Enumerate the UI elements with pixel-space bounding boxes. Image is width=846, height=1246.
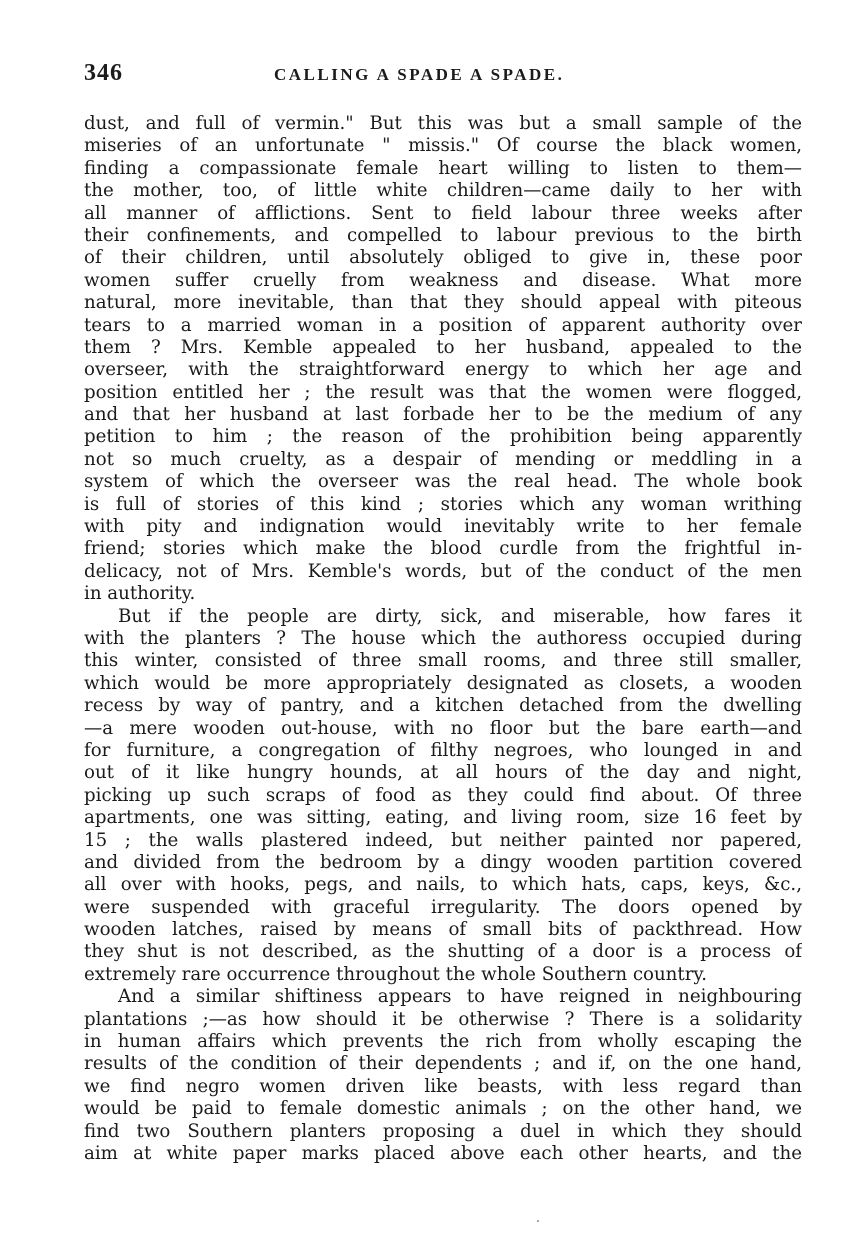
text-line: plantations ;—as how should it be otherwise ? There is a solidarity <box>84 1008 802 1030</box>
text-line: system of which the overseer was the real head. The whole book <box>84 471 802 493</box>
text-line: were suspended with graceful irregularity. The doors opened by <box>84 896 802 918</box>
text-line: we find negro women driven like beasts, with less regard than <box>84 1075 802 1097</box>
text-line: wooden latches, raised by means of small bits of packthread. How <box>84 919 802 941</box>
text-line: apartments, one was sitting, eating, and living room, size 16 feet by <box>84 807 802 829</box>
text-line: is full of stories of this kind ; stories which any woman writhing <box>84 493 802 515</box>
text-line: position entitled her ; the result was that the women were flogged, <box>84 381 802 403</box>
text-line: not so much cruelty, as a despair of mending or meddling in a <box>84 448 802 470</box>
text-line: miseries of an unfortunate " missis." Of course the black women, <box>84 135 802 157</box>
text-line: 15 ; the walls plastered indeed, but neither painted nor papered, <box>84 829 802 851</box>
text-line: find two Southern planters proposing a duel in which they should <box>84 1120 802 1142</box>
text-line: picking up such scraps of food as they could find about. Of three <box>84 784 802 806</box>
text-line: tears to a married woman in a position of apparent authority over <box>84 314 802 336</box>
text-line: and divided from the bedroom by a dingy wooden partition covered <box>84 851 802 873</box>
text-line: aim at white paper marks placed above each other hearts, and the <box>84 1142 802 1164</box>
text-line: And a similar shiftiness appears to have reigned in neighbouring <box>118 986 802 1008</box>
running-title: CALLING A SPADE A SPADE. <box>274 65 565 84</box>
text-line: in human affairs which prevents the rich from wholly escaping the <box>84 1031 802 1053</box>
print-speck <box>537 1220 539 1222</box>
text-line: all over with hooks, pegs, and nails, to which hats, caps, keys, &c., <box>84 874 802 896</box>
text-line: would be paid to female domestic animals ; on the other hand, we <box>84 1098 802 1120</box>
text-line: out of it like hungry hounds, at all hours of the day and night, <box>84 762 802 784</box>
text-line: But if the people are dirty, sick, and miserable, how fares it <box>118 605 802 627</box>
text-line: of their children, until absolutely obliged to give in, these poor <box>84 247 802 269</box>
text-line: which would be more appropriately designated as closets, a wooden <box>84 672 802 694</box>
page-number: 346 <box>84 60 123 86</box>
text-line: this winter, consisted of three small rooms, and three still smaller, <box>84 650 802 672</box>
text-line: their confinements, and compelled to labour previous to the birth <box>84 224 802 246</box>
text-line: extremely rare occurrence throughout the whole Southern country. <box>84 963 708 985</box>
text-line: them ? Mrs. Kemble appealed to her husband, appealed to the <box>84 336 802 358</box>
text-line: with pity and indignation would inevitably write to her female <box>84 516 802 538</box>
text-line: delicacy, not of Mrs. Kemble's words, but of the conduct of the men <box>84 560 802 582</box>
text-line: all manner of afflictions. Sent to field labour three weeks after <box>84 202 802 224</box>
text-line: in authority. <box>84 583 196 605</box>
text-line: women suffer cruelly from weakness and disease. What more <box>84 269 802 291</box>
text-line: dust, and full of vermin." But this was but a small sample of the <box>84 113 802 134</box>
text-line: petition to him ; the reason of the prohibition being apparently <box>84 426 802 448</box>
text-line: finding a compassionate female heart willing to listen to them— <box>84 157 802 179</box>
text-line: with the planters ? The house which the authoress occupied during <box>84 627 802 649</box>
text-line: results of the condition of their dependents ; and if, on the one hand, <box>84 1053 802 1075</box>
text-line: the mother, too, of little white children—came daily to her with <box>84 180 802 202</box>
text-line: natural, more inevitable, than that they should appeal with piteous <box>84 292 802 314</box>
text-line: they shut is not described, as the shutting of a door is a process of <box>84 941 802 963</box>
text-line: friend; stories which make the blood curdle from the frightful in- <box>84 538 802 560</box>
text-line: and that her husband at last forbade her to be the medium of any <box>84 404 802 426</box>
text-line: recess by way of pantry, and a kitchen detached from the dwelling <box>84 695 802 717</box>
text-line: for furniture, a congregation of filthy negroes, who lounged in and <box>84 739 802 761</box>
body-text <box>84 113 802 1165</box>
text-line: —a mere wooden out-house, with no floor but the bare earth—and <box>84 717 802 739</box>
text-line: overseer, with the straightforward energy to which her age and <box>84 359 802 381</box>
page-header <box>84 60 802 90</box>
